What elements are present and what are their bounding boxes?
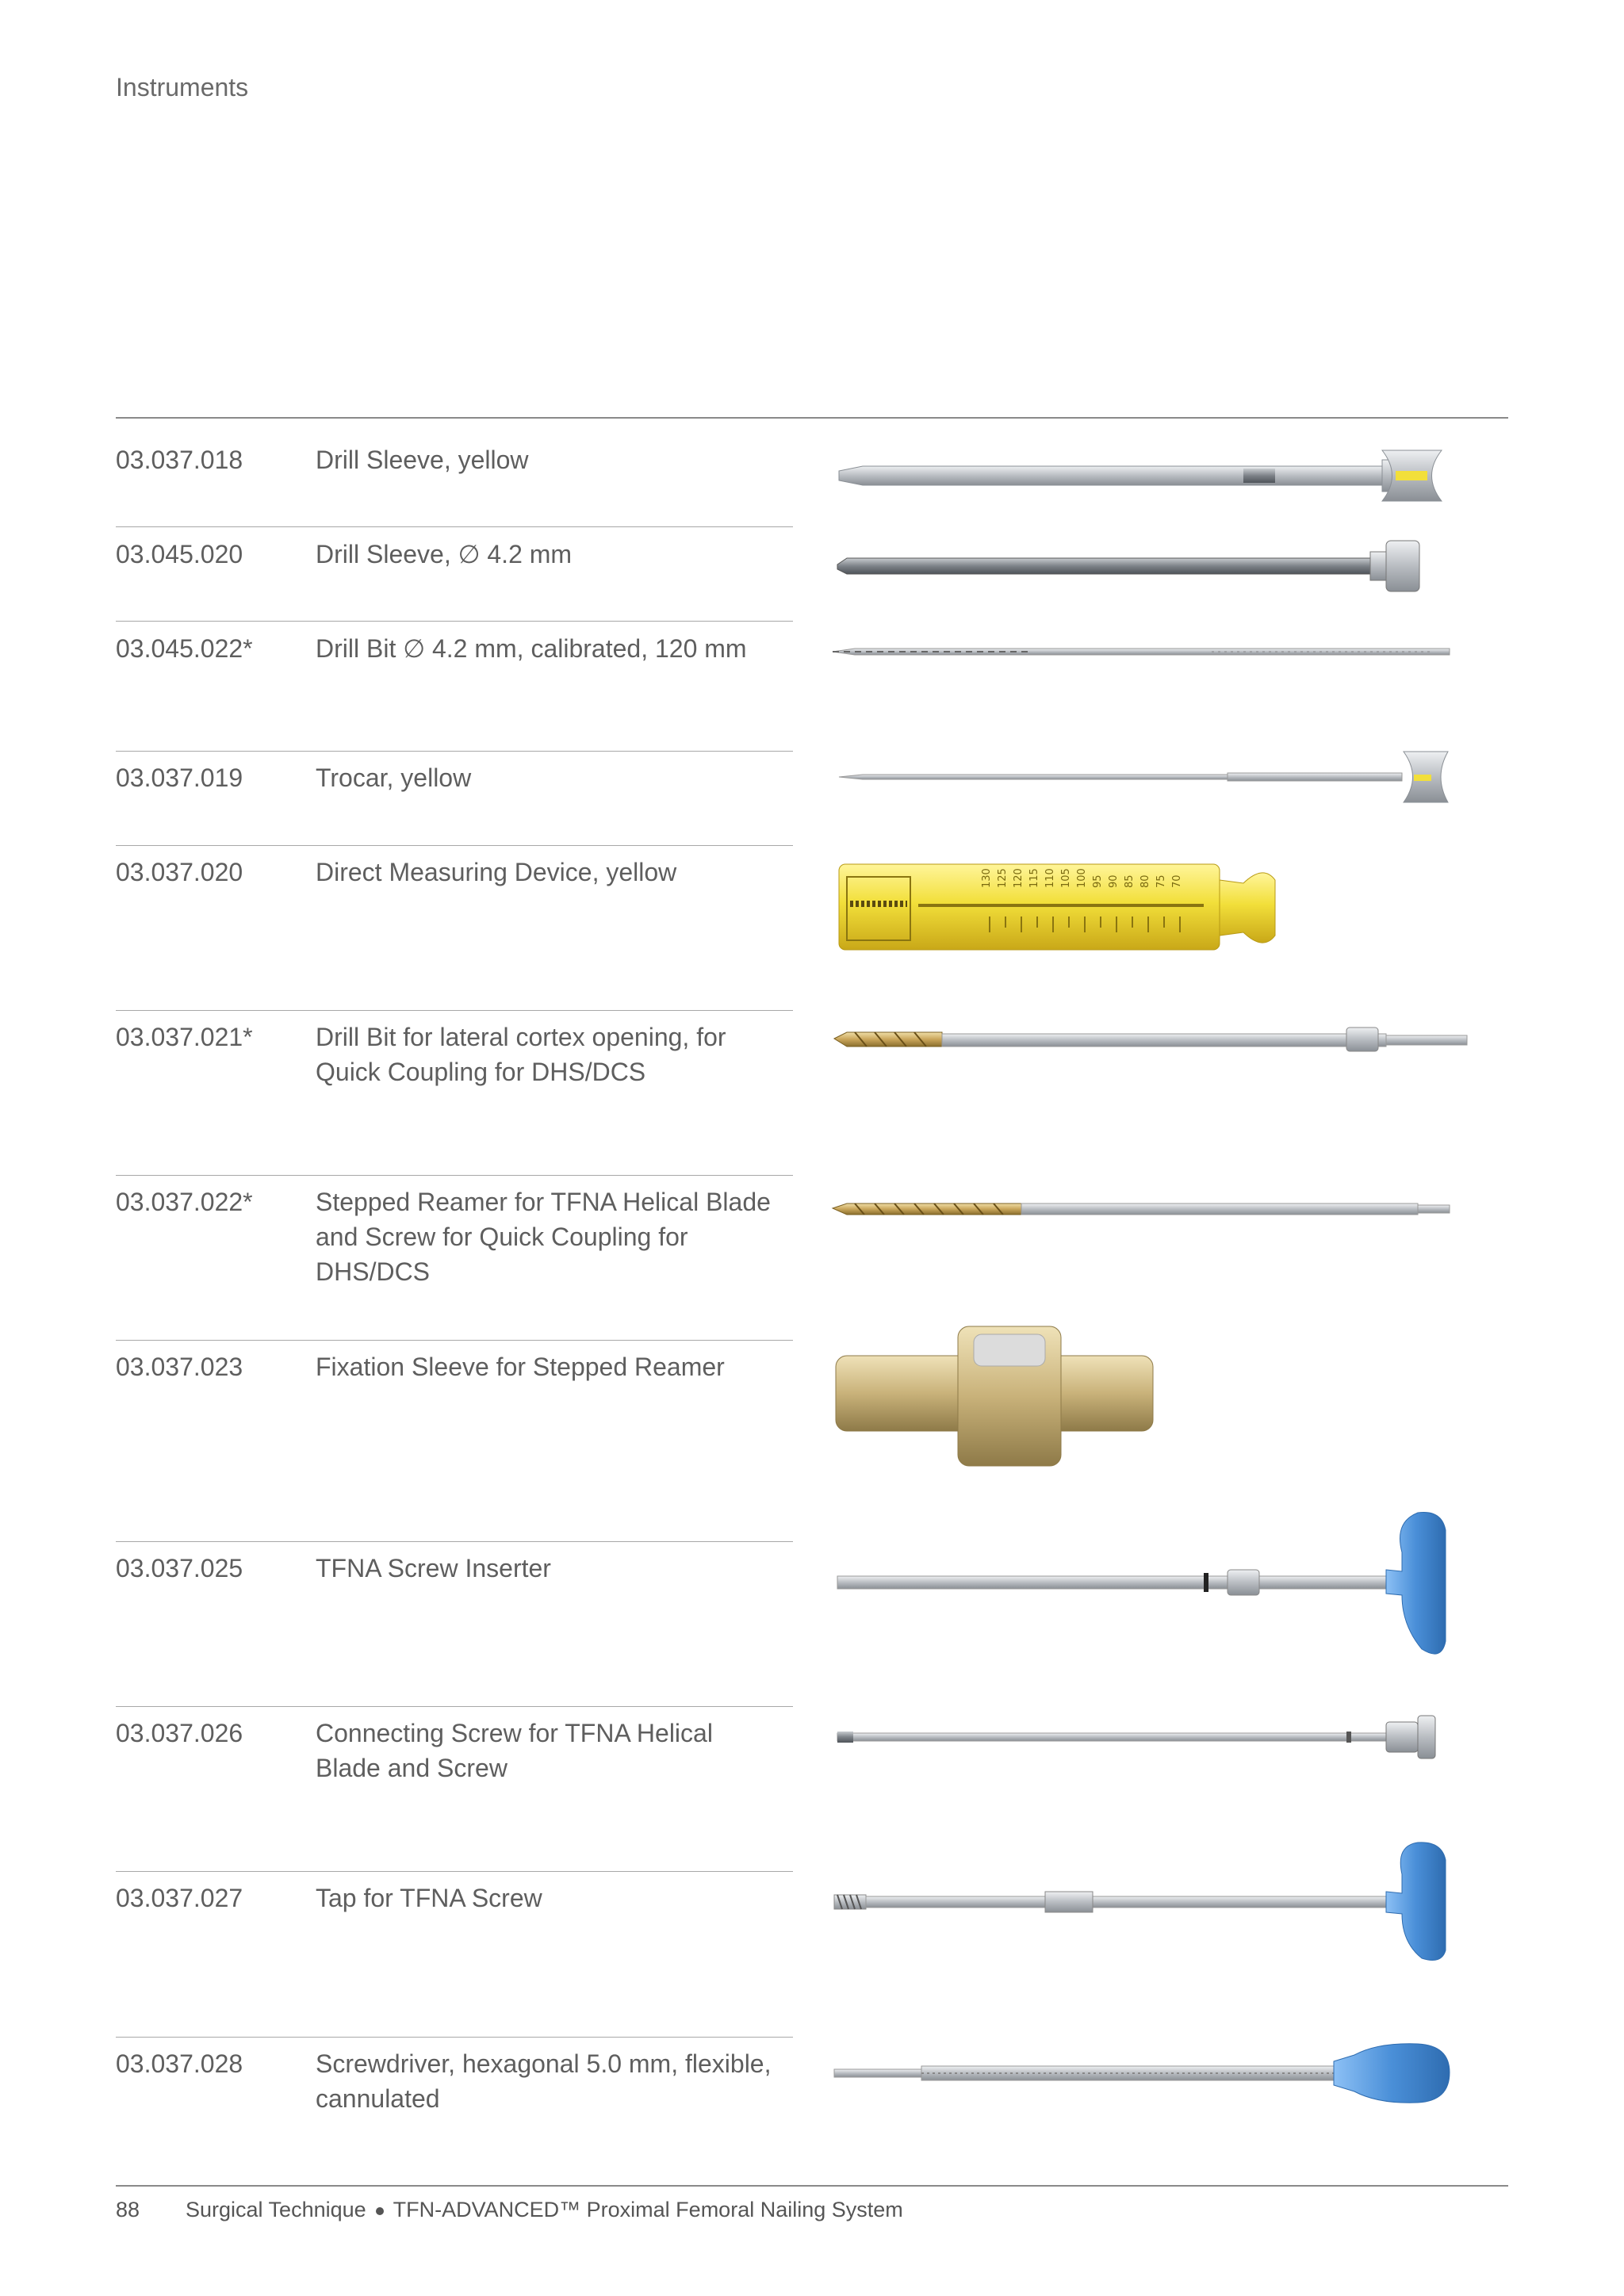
row-divider <box>116 621 793 622</box>
row-divider <box>116 751 793 752</box>
item-code: 03.037.019 <box>116 763 243 792</box>
screw-inserter-icon <box>831 1506 1457 1657</box>
scale-label: 105 <box>1060 868 1072 888</box>
scale-label: 120 <box>1013 868 1025 888</box>
item-description: Connecting Screw for TFNA Helical Blade and Screw <box>316 1719 713 1782</box>
footer-rule <box>116 2185 1508 2187</box>
scale-label: 110 <box>1044 868 1056 888</box>
row-divider <box>116 1541 793 1542</box>
section-title: Instruments <box>116 73 249 101</box>
row-divider <box>116 1340 793 1341</box>
row-divider <box>116 1871 793 1872</box>
measuring-device-icon <box>831 856 1291 959</box>
scale-label: 80 <box>1139 874 1151 888</box>
row-divider <box>116 845 793 846</box>
drill-bit-lateral-cortex-icon <box>831 1015 1473 1062</box>
tap-icon <box>831 1839 1457 1966</box>
table-top-rule <box>116 417 1508 419</box>
item-description: Trocar, yellow <box>316 763 472 792</box>
item-code: 03.037.022* <box>116 1188 253 1216</box>
scale-label: 85 <box>1124 874 1136 888</box>
stepped-reamer-icon <box>831 1189 1457 1229</box>
row-divider <box>116 1175 793 1176</box>
item-description: Stepped Reamer for TFNA Helical Blade and Screw for Quick Coupling for DHS/DCS <box>316 1188 771 1286</box>
item-description: Tap for TFNA Screw <box>316 1884 542 1912</box>
item-code: 03.045.022* <box>116 634 253 663</box>
item-description: Drill Sleeve, ∅ 4.2 mm <box>316 540 573 568</box>
row-divider <box>116 1706 793 1707</box>
scale-label: 125 <box>997 868 1009 888</box>
bullet-dot-icon <box>376 2207 384 2215</box>
drill-bit-calibrated-icon <box>831 634 1457 666</box>
trocar-icon <box>831 737 1457 817</box>
item-code: 03.037.021* <box>116 1023 253 1051</box>
scale-label: 70 <box>1171 874 1183 888</box>
row-divider <box>116 2037 793 2038</box>
document-title-right: TFN-ADVANCED™ Proximal Femoral Nailing System <box>393 2198 903 2221</box>
scale-label: 100 <box>1076 868 1088 888</box>
item-description: Direct Measuring Device, yellow <box>316 858 677 886</box>
scale-label: 95 <box>1092 874 1104 888</box>
item-description: Drill Bit ∅ 4.2 mm, calibrated, 120 mm <box>316 634 747 663</box>
scale-label: 115 <box>1028 868 1040 888</box>
scale-label: 90 <box>1108 874 1120 888</box>
item-code: 03.037.025 <box>116 1554 243 1582</box>
connecting-screw-icon <box>831 1705 1457 1768</box>
page-number: 88 <box>116 2198 140 2221</box>
document-title <box>186 2198 903 2222</box>
item-code: 03.037.027 <box>116 1884 243 1912</box>
item-code: 03.037.018 <box>116 446 243 474</box>
item-code: 03.045.020 <box>116 540 243 568</box>
row-divider <box>116 526 793 527</box>
item-description: Fixation Sleeve for Stepped Reamer <box>316 1353 725 1381</box>
item-description: TFNA Screw Inserter <box>316 1554 551 1582</box>
scale-label: 130 <box>981 868 993 888</box>
fixation-sleeve-icon <box>831 1320 1164 1471</box>
scale-label: 75 <box>1155 874 1167 888</box>
item-code: 03.037.026 <box>116 1719 243 1747</box>
drill-sleeve-yellow-icon <box>831 436 1457 523</box>
row-divider <box>116 1010 793 1011</box>
item-description: Drill Sleeve, yellow <box>316 446 529 474</box>
document-title-left: Surgical Technique <box>186 2198 366 2221</box>
screwdriver-icon <box>831 2038 1457 2109</box>
item-description: Screwdriver, hexagonal 5.0 mm, flexible, cannulated <box>316 2049 772 2113</box>
item-code: 03.037.023 <box>116 1353 243 1381</box>
drill-sleeve-icon <box>831 531 1434 603</box>
item-description: Drill Bit for lateral cortex opening, for Quick Coupling for DHS/DCS <box>316 1023 726 1086</box>
item-code: 03.037.028 <box>116 2049 243 2078</box>
item-code: 03.037.020 <box>116 858 243 886</box>
